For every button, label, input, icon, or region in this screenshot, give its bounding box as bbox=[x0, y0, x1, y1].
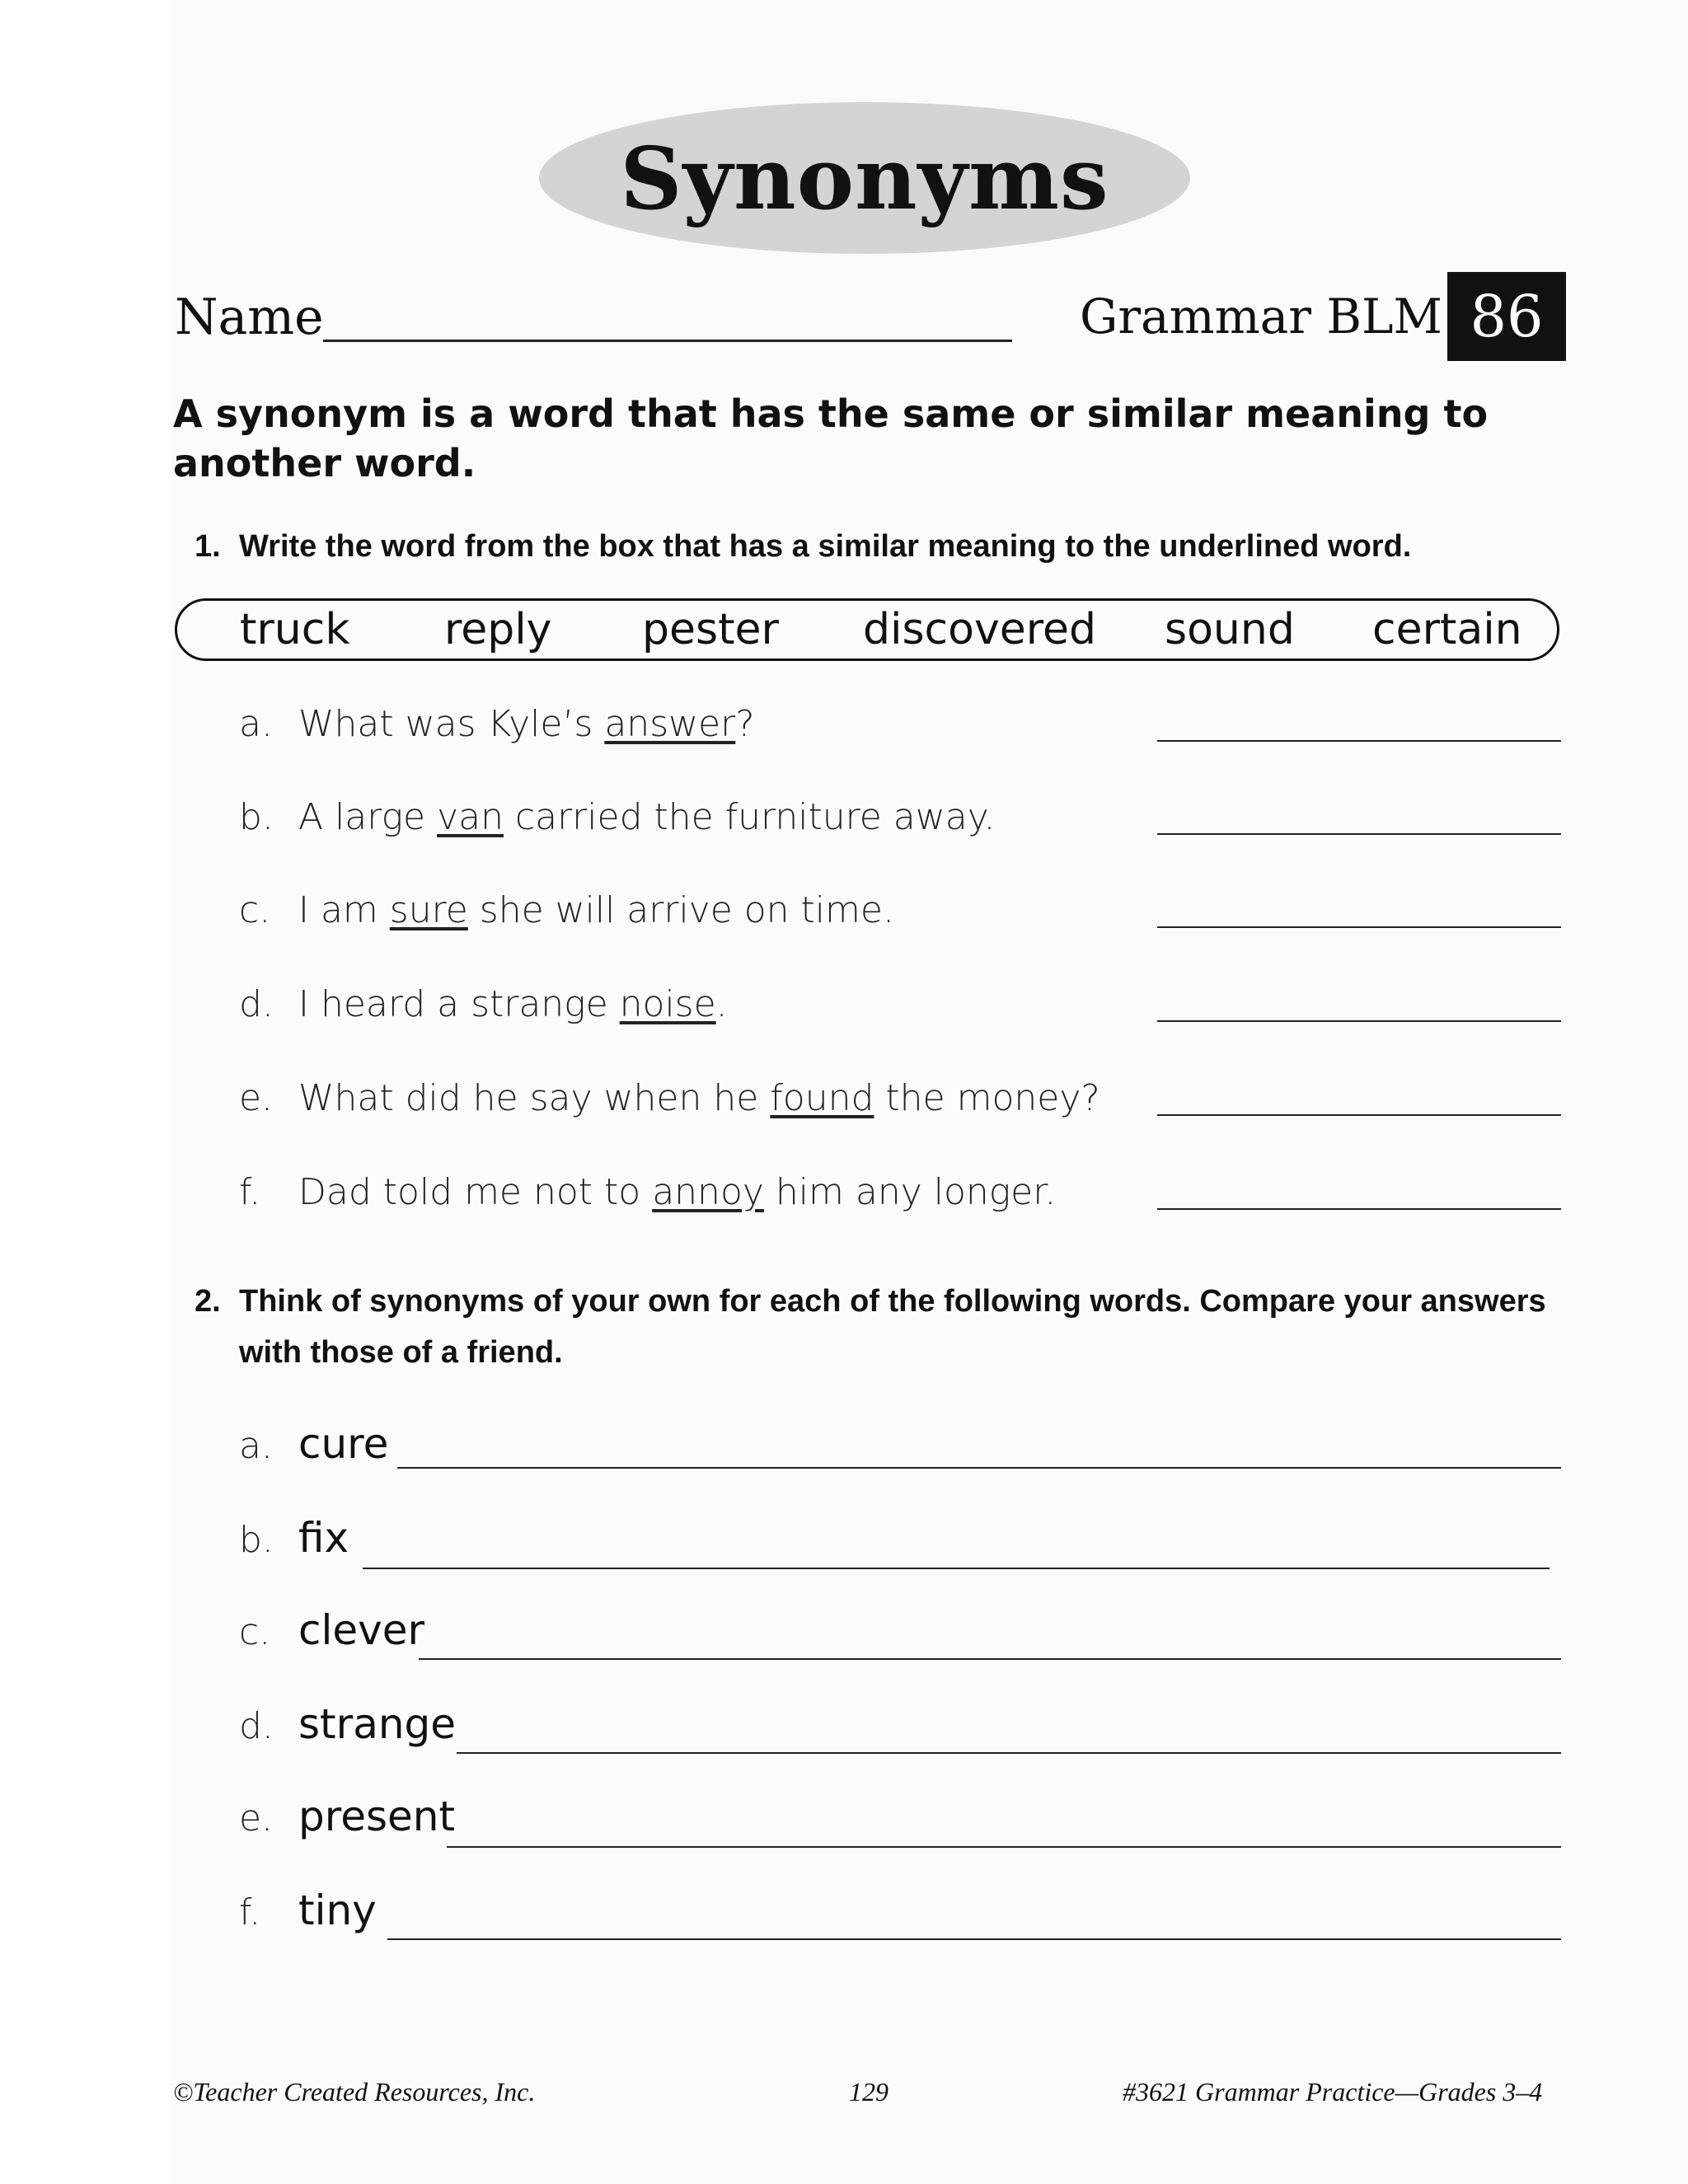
synonym-item-f bbox=[239, 1877, 377, 1943]
synonym-item-e bbox=[239, 1783, 455, 1849]
underlined-word: sure bbox=[389, 889, 468, 931]
answer-line-e[interactable] bbox=[1157, 1114, 1561, 1116]
item-text-before: I heard a strange bbox=[298, 983, 620, 1025]
word-box-item: truck bbox=[240, 605, 350, 654]
item-letter: f. bbox=[239, 1171, 261, 1213]
word-box-item: reply bbox=[444, 605, 552, 654]
section2-instruction-line1: Think of synonyms of your own for each of the following words. Compare your answers bbox=[239, 1284, 1546, 1319]
answer-line-a[interactable] bbox=[1157, 740, 1561, 742]
item-text-before: What was Kyle’s bbox=[298, 703, 605, 745]
synonym-word: cure bbox=[298, 1420, 389, 1468]
synonym-line-f[interactable] bbox=[387, 1938, 1561, 1940]
item-letter: a. bbox=[239, 703, 273, 745]
section1-number: 1. bbox=[195, 529, 221, 564]
answer-line-b[interactable] bbox=[1157, 833, 1561, 835]
answer-line-f[interactable] bbox=[1157, 1208, 1561, 1210]
item-letter: f. bbox=[239, 1891, 261, 1933]
synonym-line-c[interactable] bbox=[419, 1658, 1561, 1660]
item-text-after: carried the furniture away. bbox=[503, 796, 996, 838]
item-letter: b. bbox=[239, 796, 274, 838]
footer-book-title: #3621 Grammar Practice—Grades 3–4 bbox=[1123, 2077, 1543, 2107]
item-text-before: A large bbox=[298, 796, 438, 838]
name-label: Name bbox=[175, 288, 324, 346]
item-text-after: the money? bbox=[874, 1077, 1100, 1119]
name-field-line[interactable] bbox=[323, 340, 1012, 342]
synonym-line-e[interactable] bbox=[447, 1846, 1561, 1848]
definition-text: A synonym is a word that has the same or similar meaning to another word. bbox=[173, 391, 1489, 485]
item-text-before: What did he say when he bbox=[298, 1077, 771, 1119]
item-letter: e. bbox=[239, 1077, 274, 1119]
question-item-e bbox=[239, 1070, 1100, 1127]
item-text-before: Dad told me not to bbox=[298, 1171, 653, 1213]
question-item-a bbox=[239, 696, 755, 753]
item-letter: d. bbox=[239, 983, 274, 1025]
synonym-item-a bbox=[239, 1411, 388, 1477]
synonym-line-b[interactable] bbox=[363, 1568, 1550, 1569]
underlined-word: noise bbox=[619, 983, 716, 1025]
synonym-item-d bbox=[239, 1691, 456, 1757]
word-box-item: sound bbox=[1165, 605, 1295, 654]
synonym-word: fix bbox=[298, 1514, 349, 1562]
synonym-word: strange bbox=[298, 1700, 457, 1748]
blm-label: Grammar BLM bbox=[1080, 288, 1442, 344]
item-text-after: she will arrive on time. bbox=[467, 889, 894, 931]
item-text-before: I am bbox=[298, 889, 390, 931]
section2-instruction bbox=[195, 1276, 1579, 1378]
section1-instruction bbox=[195, 521, 1579, 572]
item-text-after: ? bbox=[735, 703, 755, 745]
answer-line-c[interactable] bbox=[1157, 926, 1561, 928]
synonym-line-d[interactable] bbox=[457, 1752, 1561, 1754]
item-letter: c. bbox=[239, 889, 271, 931]
section2-number: 2. bbox=[195, 1284, 221, 1319]
underlined-word: found bbox=[770, 1077, 874, 1119]
item-text-after: . bbox=[715, 983, 728, 1025]
word-box-item: pester bbox=[642, 605, 779, 654]
footer-publisher: ©Teacher Created Resources, Inc. bbox=[173, 2077, 536, 2107]
item-letter: c. bbox=[239, 1611, 271, 1653]
word-box bbox=[175, 598, 1559, 661]
synonym-word: tiny bbox=[298, 1886, 377, 1934]
word-box-item: discovered bbox=[863, 605, 1096, 654]
underlined-word: answer bbox=[604, 703, 736, 745]
item-text-after: him any longer. bbox=[763, 1171, 1057, 1213]
item-letter: a. bbox=[239, 1425, 273, 1467]
synonym-line-a[interactable] bbox=[397, 1467, 1561, 1469]
blm-number-badge: 86 bbox=[1447, 272, 1566, 361]
underlined-word: annoy bbox=[652, 1171, 764, 1213]
question-item-c bbox=[239, 882, 894, 940]
synonym-word: clever bbox=[298, 1606, 425, 1654]
synonym-item-b bbox=[239, 1505, 349, 1571]
item-letter: e. bbox=[239, 1797, 274, 1840]
page-title: Synonyms bbox=[620, 127, 1109, 229]
answer-line-d[interactable] bbox=[1157, 1020, 1561, 1022]
underlined-word: van bbox=[437, 796, 504, 838]
section2-instruction-line2: with those of a friend. bbox=[239, 1335, 563, 1370]
synonym-word: present bbox=[298, 1793, 456, 1840]
footer-page-number: 129 bbox=[849, 2077, 889, 2107]
question-item-d bbox=[239, 976, 728, 1033]
item-letter: d. bbox=[239, 1705, 274, 1747]
question-item-f bbox=[239, 1164, 1056, 1221]
word-box-item: certain bbox=[1372, 605, 1522, 654]
synonym-item-c bbox=[239, 1597, 424, 1663]
question-item-b bbox=[239, 789, 995, 846]
section1-instruction-text: Write the word from the box that has a similar meaning to the underlined word. bbox=[239, 529, 1412, 564]
item-letter: b. bbox=[239, 1519, 274, 1561]
